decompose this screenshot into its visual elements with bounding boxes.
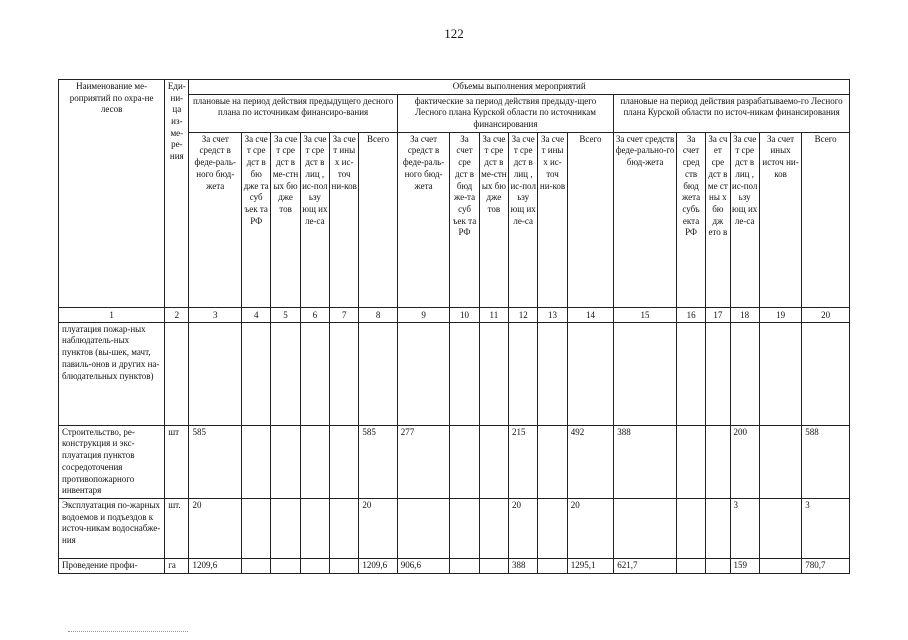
row-value	[300, 498, 329, 558]
row-value	[479, 558, 508, 573]
row-value: 780,7	[802, 558, 850, 573]
sub-header-cell: За счет средст в феде-раль-ного бюд-жета	[397, 132, 450, 307]
column-number: 7	[330, 307, 359, 322]
row-value	[271, 498, 300, 558]
row-value	[450, 425, 479, 498]
row-value	[330, 322, 359, 425]
column-number: 17	[706, 307, 730, 322]
row-value	[509, 322, 538, 425]
sub-header-cell: За сче т сре дст в ме-стн ых бю дже тов	[271, 132, 300, 307]
row-value	[538, 498, 567, 558]
column-number: 16	[676, 307, 705, 322]
header-volumes: Объемы выполнения мероприятий	[189, 80, 850, 95]
row-name: Эксплуатация по-жарных водоемов и подъездов к источ-никам водоснабже-ния	[59, 498, 165, 558]
row-value	[676, 558, 705, 573]
row-value: 1295,1	[567, 558, 614, 573]
row-value: 200	[730, 425, 759, 498]
row-value	[330, 498, 359, 558]
row-value: 1209,6	[359, 558, 397, 573]
row-value: 277	[397, 425, 450, 498]
row-value	[450, 322, 479, 425]
row-value	[242, 322, 271, 425]
sub-header-cell: За сч ет сре дст в ме ст ны х бю дж ето в	[706, 132, 730, 307]
row-value	[397, 498, 450, 558]
row-value	[189, 322, 242, 425]
row-value	[450, 498, 479, 558]
row-value: 1209,6	[189, 558, 242, 573]
row-value	[538, 558, 567, 573]
row-value	[676, 322, 705, 425]
row-value: 388	[614, 425, 677, 498]
page-number: 122	[444, 26, 464, 41]
header-unit: Еди-ни-ца из-ме-ре-ния	[165, 80, 189, 308]
sub-header-cell: За сче т ины х ис-точ ни-ков	[330, 132, 359, 307]
column-number: 10	[450, 307, 479, 322]
row-value: 388	[509, 558, 538, 573]
row-value: 585	[359, 425, 397, 498]
row-value	[676, 498, 705, 558]
row-value	[706, 558, 730, 573]
column-number: 3	[189, 307, 242, 322]
column-number: 4	[242, 307, 271, 322]
sub-header-cell: За счет сре дст в бюд же-та суб ъек та РФ	[450, 132, 479, 307]
row-value	[479, 322, 508, 425]
row-value	[359, 322, 397, 425]
row-value	[614, 498, 677, 558]
column-number: 11	[479, 307, 508, 322]
sub-header-cell: Всего	[567, 132, 614, 307]
row-name: Строительство, ре-конструкция и экс-плуатация пунктов сосредоточения противопожарного инвентаря	[59, 425, 165, 498]
column-number: 2	[165, 307, 189, 322]
row-value: 3	[802, 498, 850, 558]
row-value	[300, 322, 329, 425]
row-value	[759, 498, 801, 558]
row-value: 20	[189, 498, 242, 558]
column-number: 12	[509, 307, 538, 322]
row-value	[300, 425, 329, 498]
sub-header-cell: Всего	[802, 132, 850, 307]
sub-header-cell: За сче т сре дст в лиц , ис-пол ьзу ющ их ле-са	[300, 132, 329, 307]
row-value	[538, 322, 567, 425]
column-number: 9	[397, 307, 450, 322]
row-value: 20	[359, 498, 397, 558]
row-unit: шт	[165, 425, 189, 498]
table-body	[59, 322, 850, 573]
header-group-planned-new: плановые на период действия разрабатываемо-го Лесного плана Курской области по источ-никам финансирования	[614, 94, 850, 132]
row-value: 215	[509, 425, 538, 498]
row-unit: шт.	[165, 498, 189, 558]
row-value	[397, 322, 450, 425]
footer-rule	[68, 631, 188, 632]
column-number: 14	[567, 307, 614, 322]
table-row	[59, 558, 850, 573]
row-value	[479, 498, 508, 558]
row-value	[614, 322, 677, 425]
row-value: 20	[509, 498, 538, 558]
row-value	[759, 425, 801, 498]
column-number: 5	[271, 307, 300, 322]
row-value: 906,6	[397, 558, 450, 573]
row-value	[300, 558, 329, 573]
column-number-row	[59, 307, 850, 322]
column-number: 1	[59, 307, 165, 322]
row-value	[676, 425, 705, 498]
table-row	[59, 322, 850, 425]
row-value	[330, 425, 359, 498]
header-name: Наименование ме-роприятий по охра-не лесов	[59, 80, 165, 308]
sub-header-cell: Всего	[359, 132, 397, 307]
row-value	[330, 558, 359, 573]
row-value	[802, 322, 850, 425]
row-name: Проведение профи-	[59, 558, 165, 573]
sub-header-cell: За счет иных источ ни-ков	[759, 132, 801, 307]
table-row	[59, 498, 850, 558]
row-value: 585	[189, 425, 242, 498]
sub-header-cell: За сче т сре дст в бю дже та суб ъек та РФ	[242, 132, 271, 307]
sub-header-cell: За счет сред ств бюд жета субъ екта РФ	[676, 132, 705, 307]
row-value: 3	[730, 498, 759, 558]
column-number: 20	[802, 307, 850, 322]
column-number: 18	[730, 307, 759, 322]
row-unit: га	[165, 558, 189, 573]
row-name: плуатация пожар-ных наблюдатель-ных пунктов (вы-шек, мачт, павиль-онов и других на-блюдательных пунктов)	[59, 322, 165, 425]
column-number: 19	[759, 307, 801, 322]
row-value	[271, 425, 300, 498]
row-value: 492	[567, 425, 614, 498]
sub-header-cell: За счет средств феде-рально-го бюд-жета	[614, 132, 677, 307]
row-value	[479, 425, 508, 498]
row-value	[271, 322, 300, 425]
sub-header-cell: За сче т сре дст в лиц , ис-пол ьзу ющ их ле-са	[509, 132, 538, 307]
row-value	[242, 558, 271, 573]
sub-header-cell: За сче т ины х ис-точ ни-ков	[538, 132, 567, 307]
column-number: 6	[300, 307, 329, 322]
row-value	[242, 425, 271, 498]
header-group-planned-previous: плановые на период действия предыдущего десного плана по источникам финансиро-вания	[189, 94, 397, 132]
row-value	[706, 498, 730, 558]
sub-header-cell: За счет средст в феде-раль-ного бюд-жета	[189, 132, 242, 307]
table-row	[59, 425, 850, 498]
row-value	[242, 498, 271, 558]
row-value	[706, 322, 730, 425]
row-value: 20	[567, 498, 614, 558]
row-value	[567, 322, 614, 425]
row-value	[730, 322, 759, 425]
row-value: 159	[730, 558, 759, 573]
column-number: 13	[538, 307, 567, 322]
sub-header-cell: За сче т сре дст в ме-стн ых бю дже тов	[479, 132, 508, 307]
forest-protection-table	[58, 79, 850, 574]
row-value: 621,7	[614, 558, 677, 573]
row-value	[759, 558, 801, 573]
row-value: 588	[802, 425, 850, 498]
row-value	[538, 425, 567, 498]
column-number: 15	[614, 307, 677, 322]
sub-header-cell: За сче т сре дст в лиц , ис-пол ьзу ющ их ле-са	[730, 132, 759, 307]
row-value	[759, 322, 801, 425]
row-unit	[165, 322, 189, 425]
header-group-actual-previous: фактические за период действия предыду-щего Лесного плана Курской области по источникам финансирования	[397, 94, 613, 132]
column-number: 8	[359, 307, 397, 322]
row-value	[706, 425, 730, 498]
row-value	[271, 558, 300, 573]
row-value	[450, 558, 479, 573]
